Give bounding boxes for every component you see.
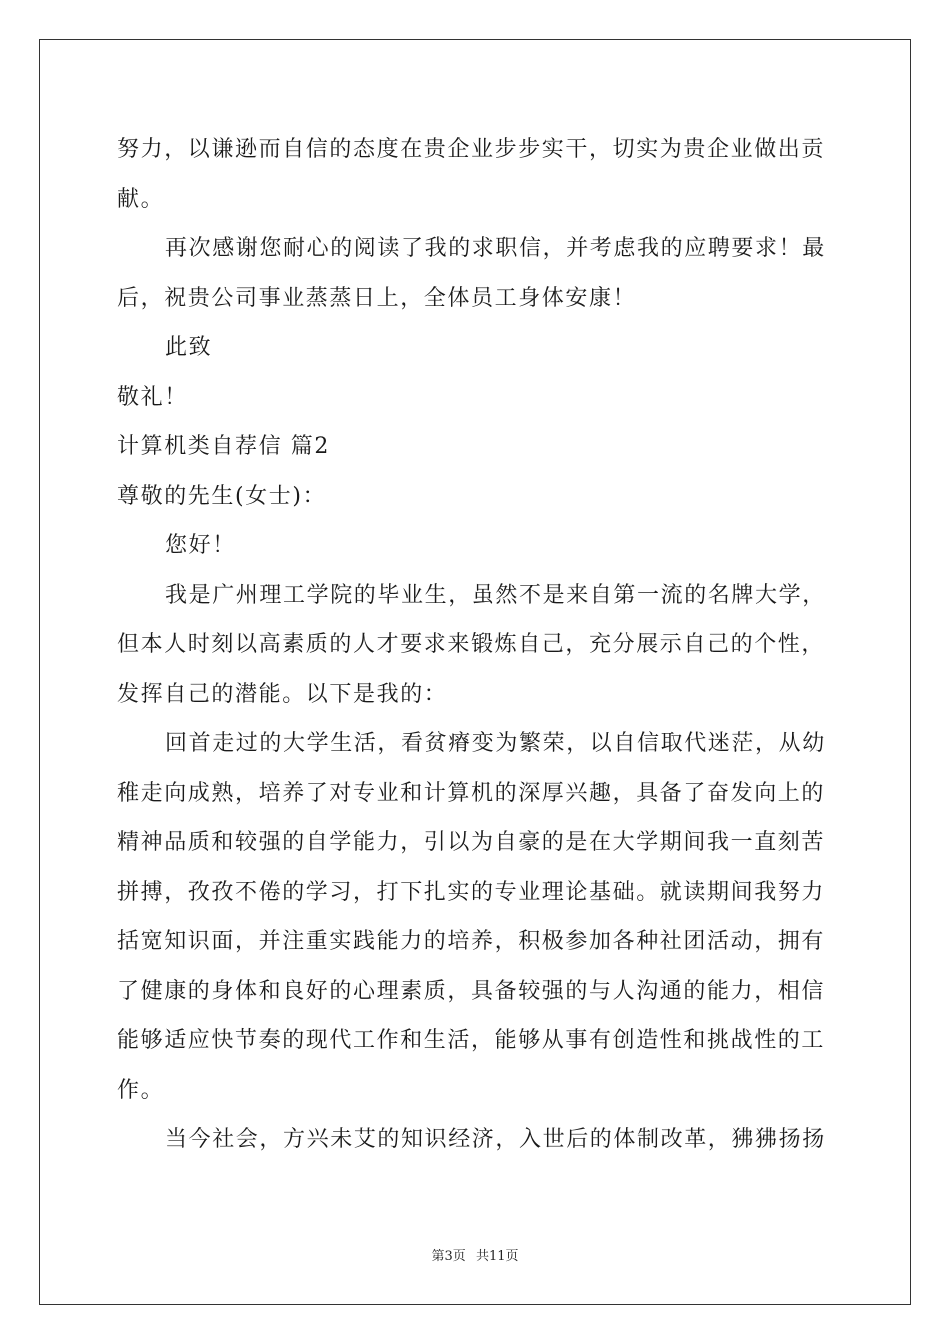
paragraph-line: 发挥自己的潜能。以下是我的： bbox=[117, 681, 448, 707]
paragraph-line: 了健康的身体和良好的心理素质，具备较强的与人沟通的能力，相信 bbox=[117, 978, 826, 1004]
paragraph-line: 但本人时刻以高素质的人才要求来锻炼自己，充分展示自己的个性， bbox=[117, 632, 826, 657]
paragraph-line: 作。 bbox=[117, 1077, 165, 1103]
paragraph-line: 精神品质和较强的自学能力，引以为自豪的是在大学期间我一直刻苦 bbox=[117, 830, 826, 855]
paragraph-line: 我是广州理工学院的毕业生，虽然不是来自第一流的名牌大学， bbox=[165, 582, 826, 608]
paragraph-line: 努力，以谦逊而自信的态度在贵企业步步实干，切实为贵企业做出贡 bbox=[117, 137, 826, 162]
page-number: 第3页 bbox=[431, 1249, 466, 1264]
paragraph-line: 括宽知识面，并注重实践能力的培养，积极参加各种社团活动，拥有 bbox=[117, 929, 826, 954]
greeting: 您好！ bbox=[165, 533, 236, 558]
closing-jingli: 敬礼！ bbox=[117, 384, 188, 410]
paragraph-line: 后，祝贵公司事业蒸蒸日上，全体员工身体安康！ bbox=[117, 285, 637, 311]
paragraph-line: 回首走过的大学生活，看贫瘠变为繁荣，以自信取代迷茫，从幼 bbox=[165, 731, 826, 756]
paragraph-line: 当今社会，方兴未艾的知识经济，入世后的体制改革，狒狒扬扬 bbox=[165, 1127, 826, 1152]
salutation: 尊敬的先生(女士)： bbox=[117, 483, 327, 509]
page-total: 共11页 bbox=[475, 1249, 519, 1264]
paragraph-line: 能够适应快节奏的现代工作和生活，能够从事有创造性和挑战性的工 bbox=[117, 1028, 826, 1053]
paragraph-line: 稚走向成熟，培养了对专业和计算机的深厚兴趣，具备了奋发向上的 bbox=[117, 780, 826, 806]
paragraph-line: 献。 bbox=[117, 186, 165, 212]
paragraph-line: 拼搏，孜孜不倦的学习，打下扎实的专业理论基础。就读期间我努力 bbox=[117, 879, 826, 905]
paragraph-line: 再次感谢您耐心的阅读了我的求职信，并考虑我的应聘要求！最 bbox=[165, 236, 826, 261]
closing-cizhi: 此致 bbox=[165, 335, 213, 360]
document-body bbox=[117, 125, 837, 1165]
page-footer bbox=[0, 1249, 950, 1265]
section-heading: 计算机类自荐信 篇2 bbox=[117, 434, 330, 459]
